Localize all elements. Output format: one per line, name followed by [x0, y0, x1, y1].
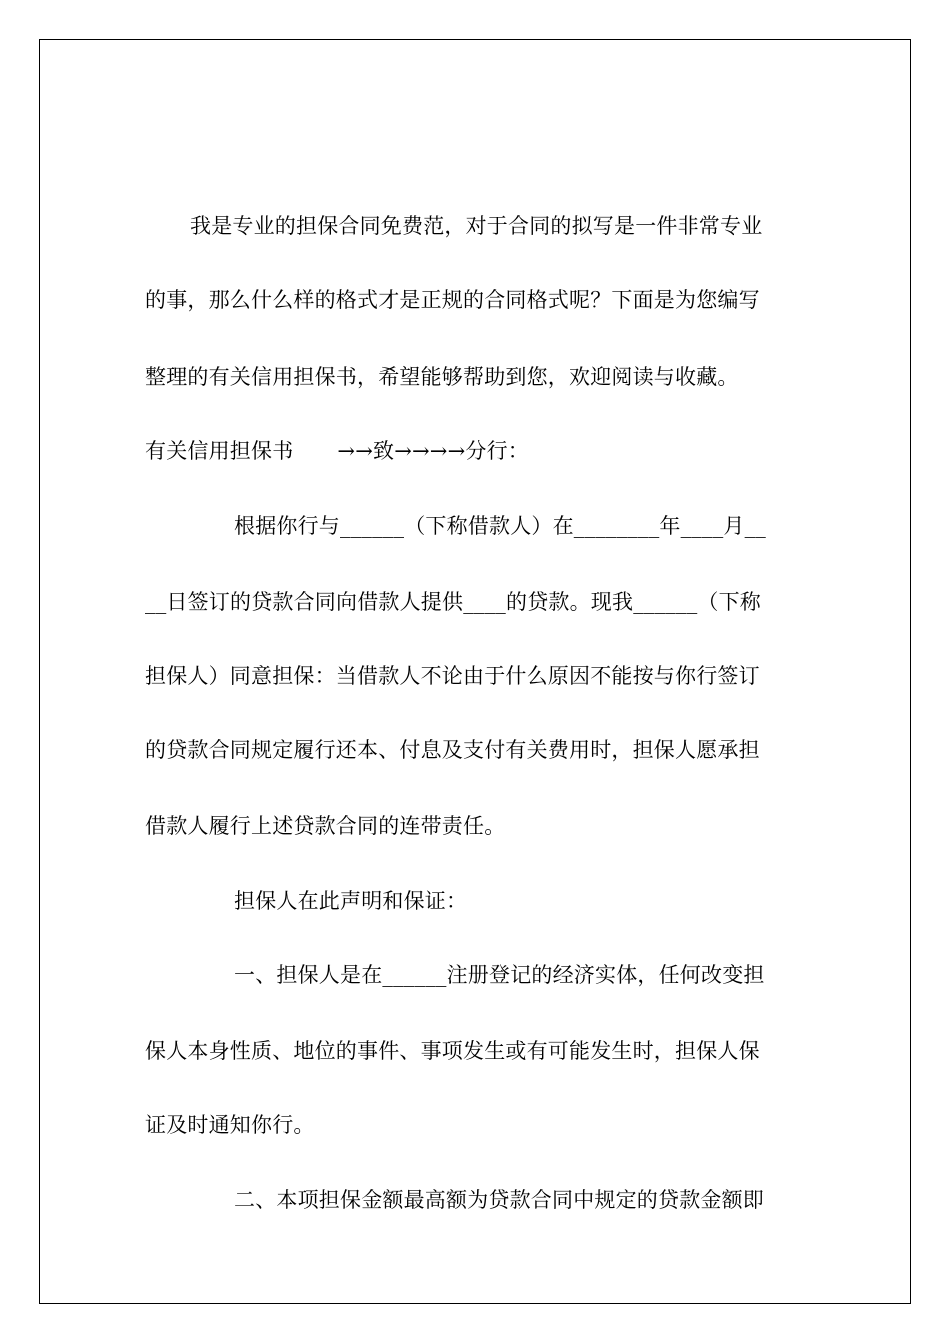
- paragraph-intro-line-3: 整理的有关信用担保书，希望能够帮助到您，欢迎阅读与收藏。: [145, 365, 739, 389]
- clause-1-line-2: 保人本身性质、地位的事件、事项发生或有可能发生时，担保人保: [145, 1039, 760, 1063]
- clause-1-line-1: 一、担保人是在______注册登记的经济实体，任何改变担: [234, 963, 765, 987]
- paragraph-main-line-4: 的贷款合同规定履行还本、付息及支付有关费用时，担保人愿承担: [145, 738, 760, 762]
- clause-2-line-1: 二、本项担保金额最高额为贷款合同中规定的贷款金额即: [234, 1188, 764, 1212]
- paragraph-main-line-2: __日签订的贷款合同向借款人提供____的贷款。现我______（下称: [145, 590, 761, 614]
- paragraph-main-line-5: 借款人履行上述贷款合同的连带责任。: [145, 814, 506, 838]
- document-heading: 有关信用担保书: [145, 439, 294, 463]
- paragraph-intro-line-2: 的事，那么什么样的格式才是正规的合同格式呢？下面是为您编写: [145, 288, 760, 312]
- heading-line: [145, 436, 805, 466]
- clause-1-line-3: 证及时通知你行。: [145, 1113, 315, 1137]
- declaration-intro: 担保人在此声明和保证：: [234, 889, 468, 913]
- paragraph-intro-line-1: 我是专业的担保合同免费范，对于合同的拟写是一件非常专业: [190, 214, 763, 238]
- paragraph-main-line-3: 担保人）同意担保：当借款人不论由于什么原因不能按与你行签订: [145, 664, 760, 688]
- paragraph-main-line-1: 根据你行与______（下称借款人）在________年____月__: [234, 514, 766, 538]
- addressee: →→致→→→→分行：: [337, 439, 529, 463]
